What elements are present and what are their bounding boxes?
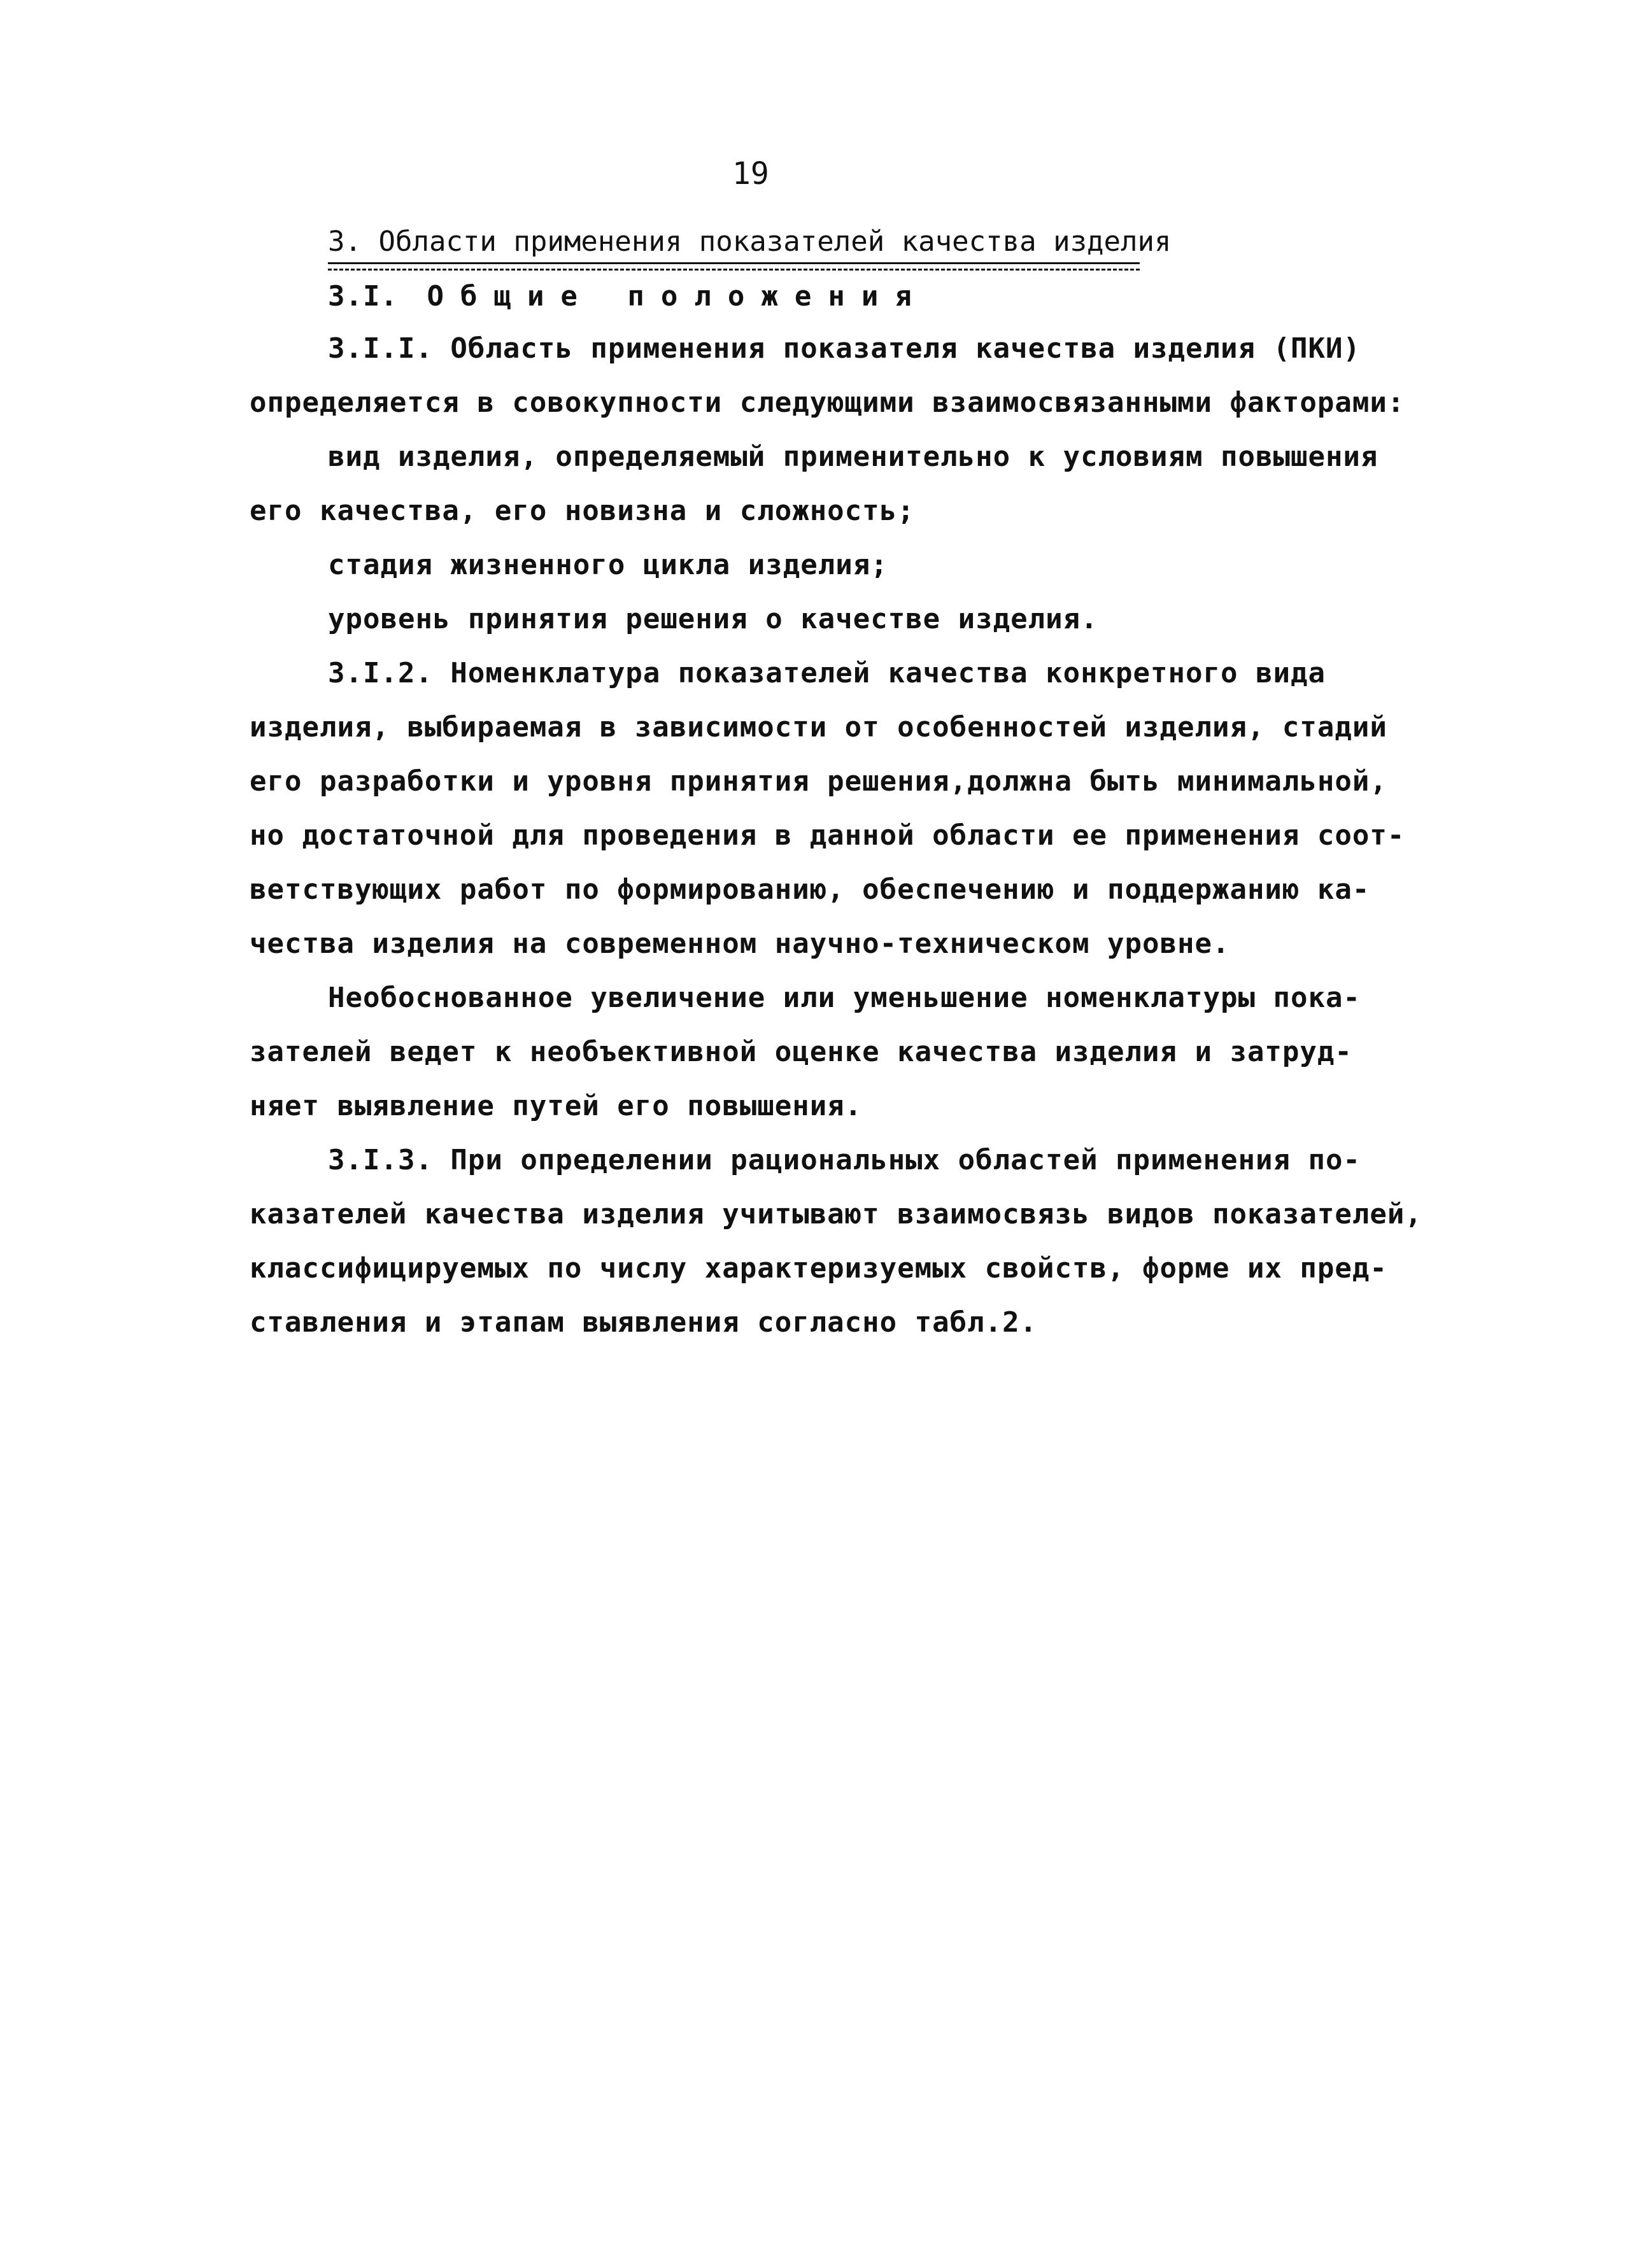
paragraph-unjustified-line-2: зателей ведет к необъективной оценке качества изделия и затруд-: [250, 1036, 1352, 1068]
paragraph-3-1-1-line-2: определяется в совокупности следующими взаимосвязанными факторами:: [250, 386, 1405, 419]
paragraph-3-1-3-line-2: казателей качества изделия учитывают взаимосвязь видов показателей,: [250, 1198, 1422, 1230]
paragraph-3-1-2-line-6: чества изделия на современном научно-техническом уровне.: [250, 927, 1230, 960]
section-title: 3. Области применения показателей качества изделия: [328, 225, 1172, 258]
paragraph-3-1-2-line-3: его разработки и уровня принятия решения,должна быть минимальной,: [250, 765, 1387, 798]
paragraph-3-1-3-line-4: ставления и этапам выявления согласно табл.2.: [250, 1306, 1038, 1339]
paragraph-3-1-2-line-4: но достаточной для проведения в данной области ее применения соот-: [250, 819, 1405, 852]
list-item-product-type-line-2: его качества, его новизна и сложность;: [250, 495, 915, 527]
list-item-product-type-line-1: вид изделия, определяемый применительно к условиям повышения: [328, 440, 1378, 473]
section-title-underline-dashed: [328, 269, 1140, 271]
paragraph-3-1-3-line-3: классифицируемых по числу характеризуемых свойств, форме их пред-: [250, 1252, 1387, 1285]
paragraph-3-1-1-line-1: 3.I.I. Область применения показателя качества изделия (ПКИ): [328, 332, 1361, 365]
paragraph-3-1-2-line-2: изделия, выбираемая в зависимости от особенностей изделия, стадий: [250, 711, 1387, 743]
paragraph-unjustified-line-3: няет выявление путей его повышения.: [250, 1090, 863, 1122]
subsection-title: Общие положения: [427, 280, 928, 313]
paragraph-unjustified-line-1: Необоснованное увеличение или уменьшение номенклатуры пока-: [328, 982, 1361, 1014]
subsection-number: 3.I.: [328, 280, 398, 313]
list-item-decision-level: уровень принятия решения о качестве изделия.: [328, 603, 1098, 635]
paragraph-3-1-3-line-1: 3.I.3. При определении рациональных областей применения по-: [328, 1144, 1361, 1176]
page-number: 19: [732, 156, 769, 192]
list-item-life-cycle: стадия жизненного цикла изделия;: [328, 549, 888, 581]
paragraph-3-1-2-line-5: ветствующих работ по формированию, обеспечению и поддержанию ка-: [250, 873, 1370, 906]
section-title-underline: [328, 262, 1140, 264]
subsection-heading: [328, 279, 928, 314]
paragraph-3-1-2-line-1: 3.I.2. Номенклатура показателей качества конкретного вида: [328, 657, 1326, 689]
